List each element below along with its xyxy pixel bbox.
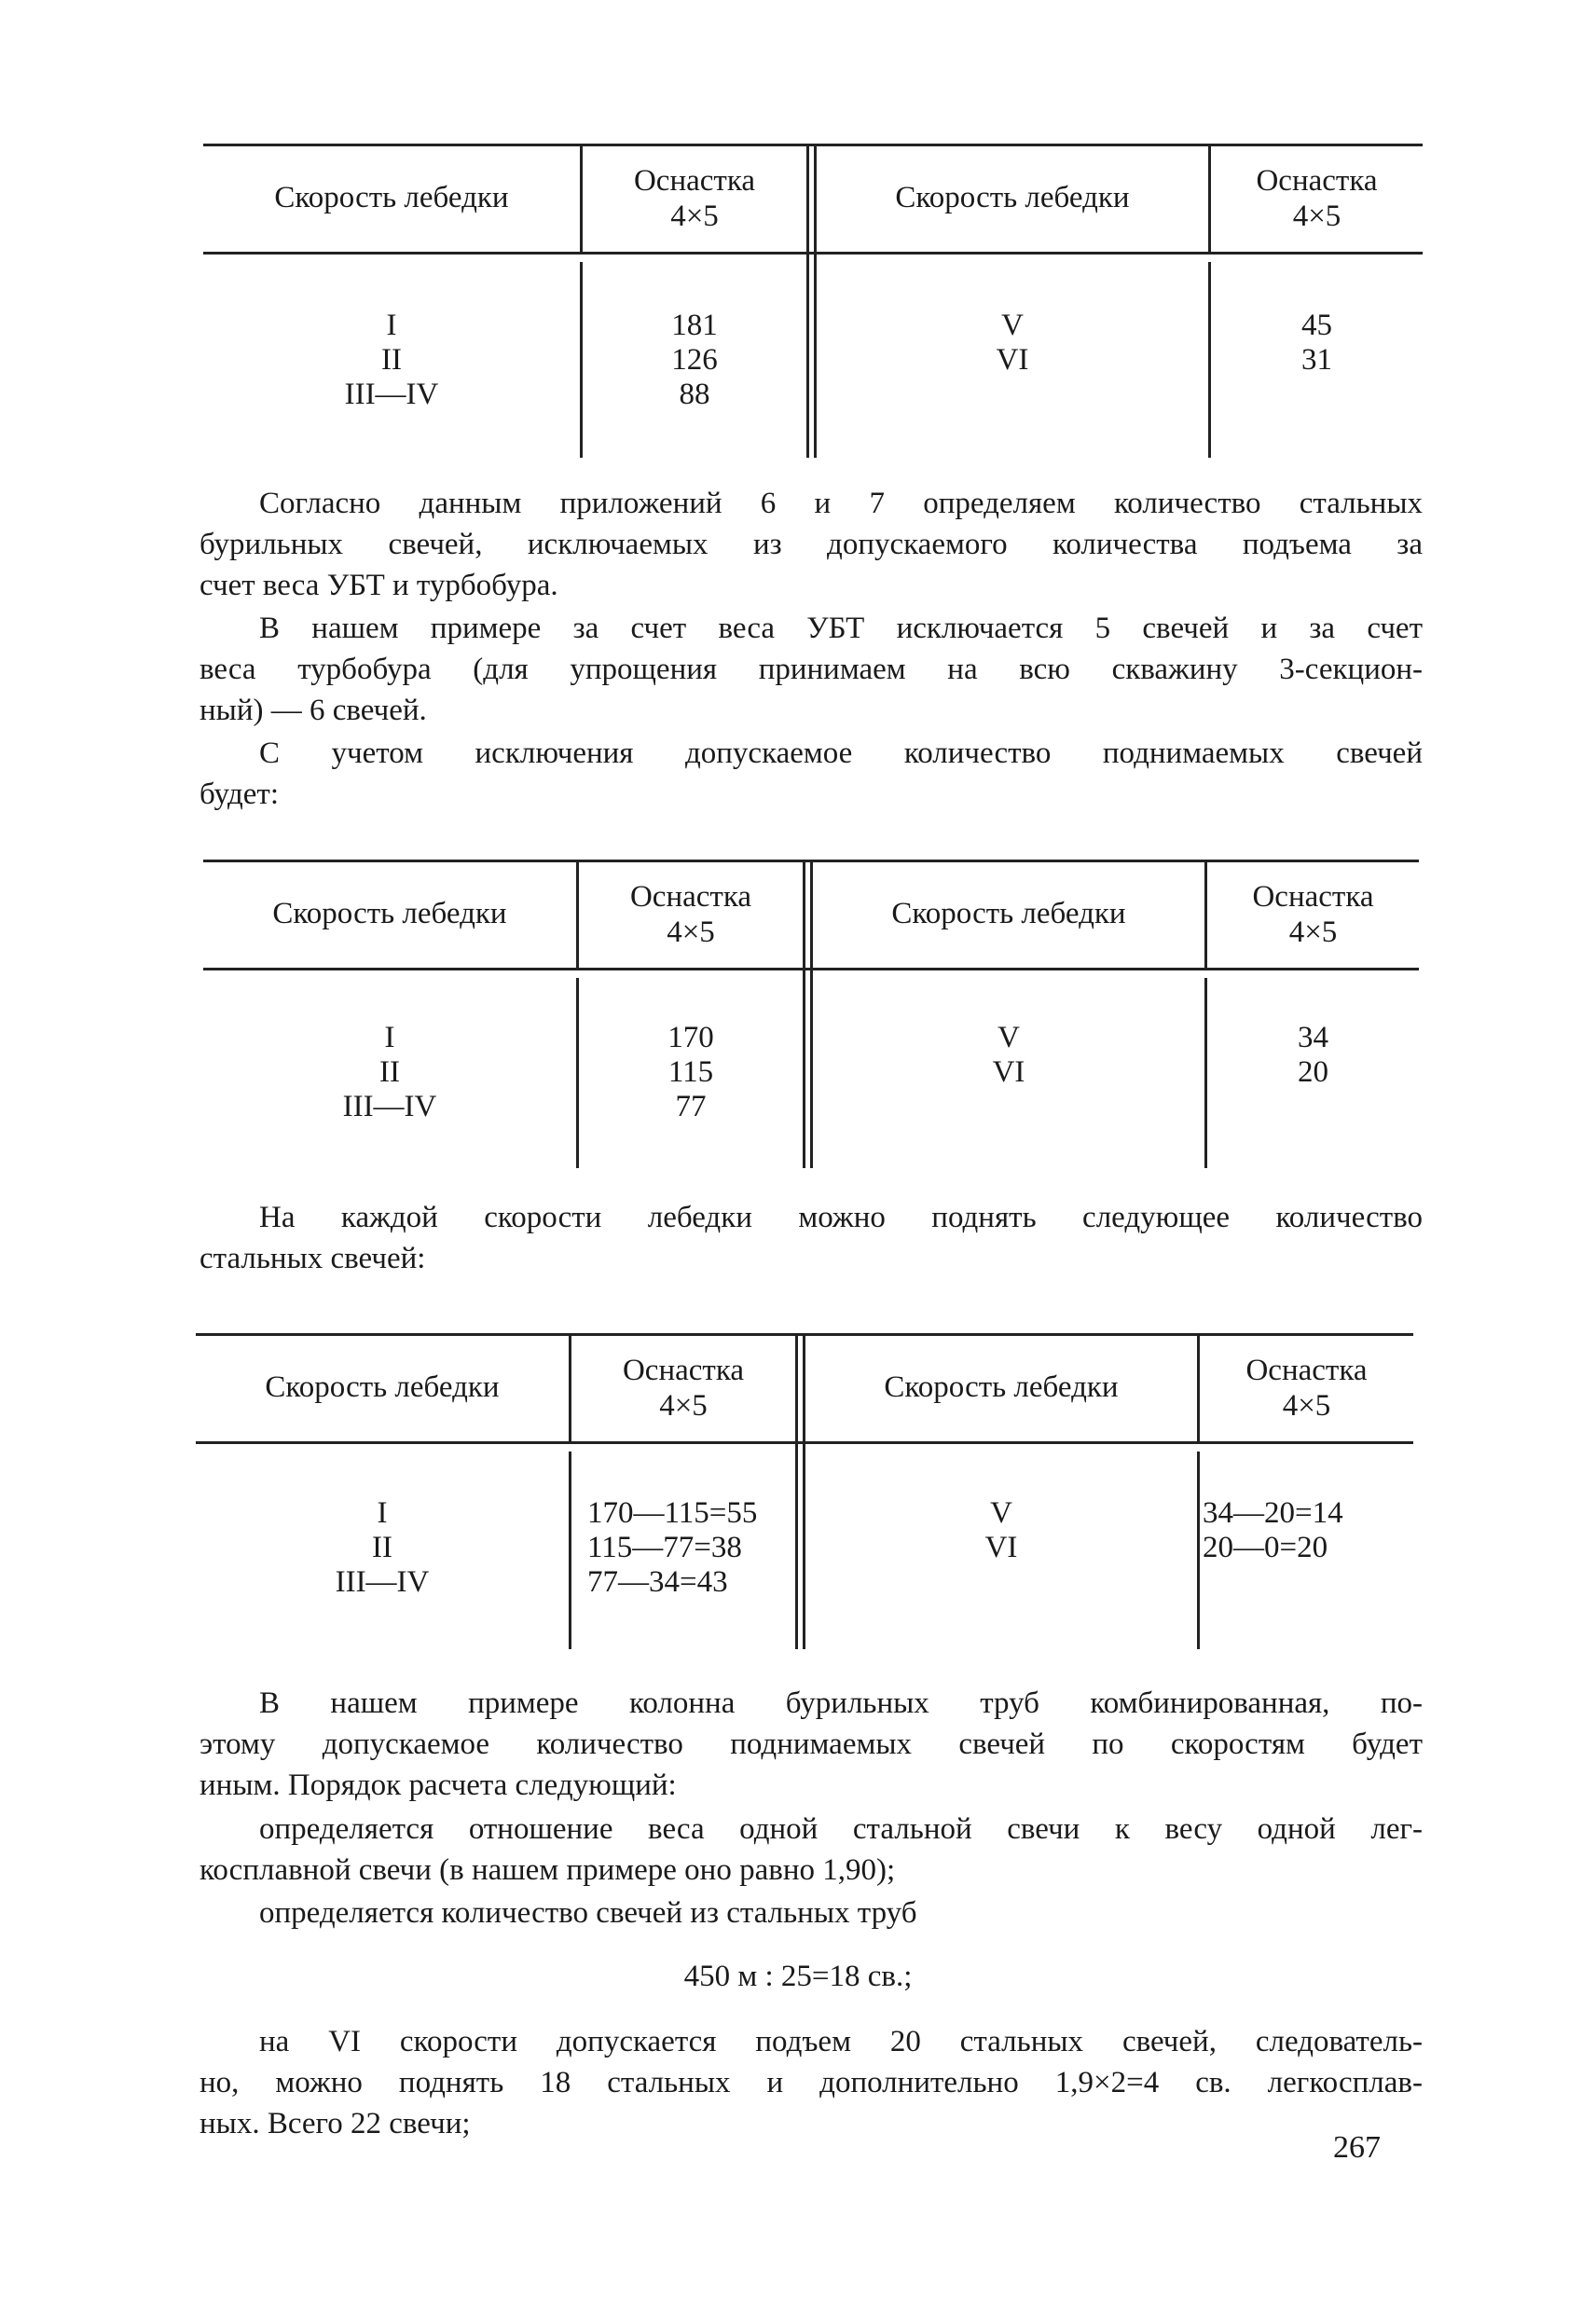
header-rig-left: Оснастка 4×5 xyxy=(629,880,752,949)
paragraph-5: В нашем примере колонна бурильных труб комбинированная, по- этому допускаемое количество поднимаемых свечей по скоростям будет иным. Порядок расчета следующий: xyxy=(200,1686,1423,1802)
paragraph-1: Согласно данным приложений 6 и 7 определяем количество стальных бурильных свечей, исключаемых из допускаемого количества подъема за счет веса УБТ и турбобура. xyxy=(200,487,1423,602)
right-values: 34 20 xyxy=(1298,1021,1328,1089)
table-1-body xyxy=(203,255,1423,458)
header-rig-right: Оснастка 4×5 xyxy=(1252,880,1374,949)
paragraph-6: определяется отношение веса одной стальной свечи к весу одной лег- косплавной свечи (в нашем примере оно равно 1,90); xyxy=(200,1812,1423,1887)
header-rig-right: Оснастка 4×5 xyxy=(1256,164,1378,233)
paragraph-2: В нашем примере за счет веса УБТ исключается 5 свечей и за счет веса турбобура (для упрощения принимаем на всю скважину 3-секцион- ный) — 6 свечей. xyxy=(200,612,1423,727)
paragraph-4: На каждой скорости лебедки можно поднять следующее количество стальных свечей: xyxy=(200,1201,1423,1275)
header-speed-right: Скорость лебедки xyxy=(884,1370,1119,1404)
header-speed-right: Скорость лебедки xyxy=(895,181,1130,214)
table-2-header xyxy=(203,862,1419,970)
right-values: 45 31 xyxy=(1301,309,1332,377)
right-speeds: V VI xyxy=(984,1496,1018,1564)
page-number: 267 xyxy=(1333,2130,1381,2165)
left-speeds: I II III—IV xyxy=(344,309,439,411)
paragraph-3: С учетом исключения допускаемое количество поднимаемых свечей будет: xyxy=(200,736,1423,811)
left-values: 170—115=55 115—77=38 77—34=43 xyxy=(587,1496,758,1599)
left-values: 181 126 88 xyxy=(671,309,718,411)
header-speed-left: Скорость лебедки xyxy=(265,1370,500,1404)
left-speeds: I II III—IV xyxy=(335,1496,430,1599)
paragraph-8: на VI скорости допускается подъем 20 стальных свечей, следователь- но, можно поднять 18 стальных и дополнительно 1,9×2=4 св. легкосплав- ных. Всего 22 свечи; xyxy=(200,2025,1423,2140)
table-2-body xyxy=(203,970,1419,1168)
right-speeds: V VI xyxy=(996,309,1029,377)
table-3 xyxy=(196,1333,1413,1649)
header-speed-right: Скорость лебедки xyxy=(891,897,1126,930)
formula: 450 м : 25=18 св.; xyxy=(683,1960,913,1993)
table-1-header xyxy=(203,146,1423,255)
paragraph-7: определяется количество свечей из стальных труб xyxy=(259,1896,917,1930)
left-speeds: I II III—IV xyxy=(342,1021,437,1123)
table-1 xyxy=(203,144,1423,458)
header-speed-left: Скорость лебедки xyxy=(274,181,509,214)
table-3-body xyxy=(196,1444,1413,1649)
header-rig-right: Оснастка 4×5 xyxy=(1245,1354,1368,1423)
right-values: 34—20=14 20—0=20 xyxy=(1203,1496,1343,1564)
right-speeds: V VI xyxy=(992,1021,1025,1089)
header-rig-left: Оснастка 4×5 xyxy=(622,1354,745,1423)
left-values: 170 115 77 xyxy=(667,1021,714,1123)
table-2 xyxy=(203,860,1419,1168)
table-3-header xyxy=(196,1336,1413,1444)
header-speed-left: Скорость лебедки xyxy=(272,897,507,930)
header-rig-left: Оснастка 4×5 xyxy=(633,164,756,233)
